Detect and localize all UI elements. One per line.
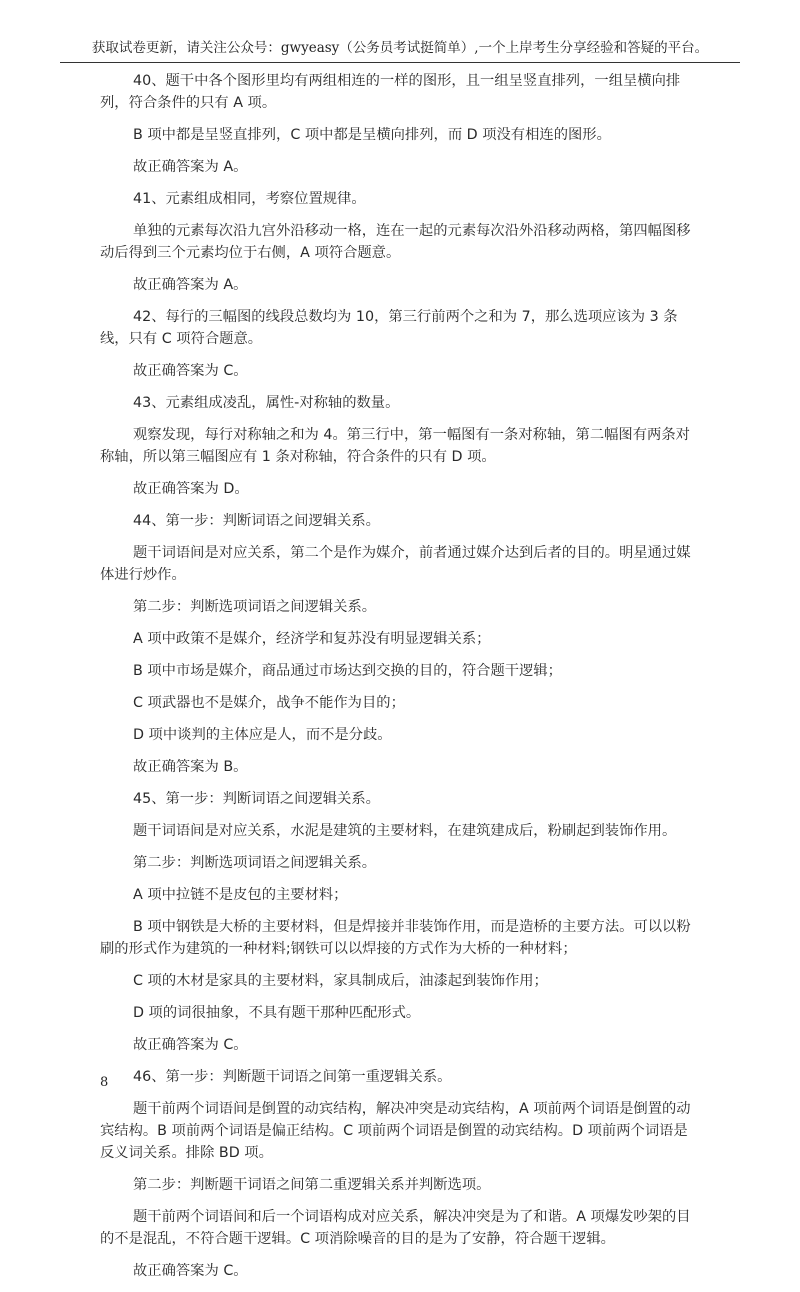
paragraph: 41、元素组成相同，考察位置规律。 bbox=[133, 191, 366, 207]
paragraph: 故正确答案为 C。 bbox=[133, 363, 248, 379]
paragraph: 40、题干中各个图形里均有两组相连的一样的图形，且一组呈竖直排列，一组呈横向排列，符合条件的只有 A 项。 bbox=[100, 73, 681, 111]
paragraph: C 项武器也不是媒介，战争不能作为目的； bbox=[133, 695, 405, 711]
paragraph: 44、第一步：判断词语之间逻辑关系。 bbox=[133, 513, 380, 529]
paragraph: 42、每行的三幅图的线段总数均为 10，第三行前两个之和为 7，那么选项应该为 3 条线，只有 C 项符合题意。 bbox=[100, 309, 678, 347]
paragraph: 故正确答案为 A。 bbox=[133, 159, 248, 175]
paragraph: B 项中都是呈竖直排列，C 项中都是呈横向排列，而 D 项没有相连的图形。 bbox=[133, 127, 611, 143]
paragraph: 题干词语间是对应关系，水泥是建筑的主要材料，在建筑建成后，粉刷起到装饰作用。 bbox=[133, 823, 677, 839]
paragraph: 故正确答案为 A。 bbox=[133, 277, 248, 293]
paragraph: 故正确答案为 C。 bbox=[133, 1263, 248, 1279]
paragraph: D 项中谈判的主体应是人，而不是分歧。 bbox=[133, 727, 392, 743]
paragraph: B 项中市场是媒介，商品通过市场达到交换的目的，符合题干逻辑； bbox=[133, 663, 562, 679]
paragraph: 故正确答案为 D。 bbox=[133, 481, 249, 497]
paragraph: 故正确答案为 C。 bbox=[133, 1037, 248, 1053]
document-body bbox=[100, 70, 696, 1292]
paragraph: 46、第一步：判断题干词语之间第一重逻辑关系。 bbox=[133, 1069, 452, 1085]
paragraph: B 项中钢铁是大桥的主要材料，但是焊接并非装饰作用，而是造桥的主要方法。可以以粉刷的形式作为建筑的一种材料;钢铁可以以焊接的方式作为大桥的一种材料； bbox=[100, 919, 691, 957]
page-number: 8 bbox=[100, 1075, 109, 1090]
paragraph: 题干前两个词语间是倒置的动宾结构，解决冲突是动宾结构，A 项前两个词语是倒置的动宾结构。B 项前两个词语是偏正结构。C 项前两个词语是倒置的动宾结构。D 项前两个词语是反义词关系。排除 BD 项。 bbox=[100, 1101, 691, 1161]
page-header: 获取试卷更新，请关注公众号：gwyeasy（公务员考试挺简单）,一个上岸考生分享经验和答疑的平台。 bbox=[60, 34, 740, 63]
paragraph: C 项的木材是家具的主要材料，家具制成后，油漆起到装饰作用； bbox=[133, 973, 548, 989]
paragraph: 题干前两个词语间和后一个词语构成对应关系，解决冲突是为了和谐。A 项爆发吵架的目的不是混乱，不符合题干逻辑。C 项消除噪音的目的是为了安静，符合题干逻辑。 bbox=[100, 1209, 691, 1247]
paragraph: A 项中拉链不是皮包的主要材料； bbox=[133, 887, 348, 903]
paragraph: A 项中政策不是媒介，经济学和复苏没有明显逻辑关系； bbox=[133, 631, 491, 647]
paragraph: 故正确答案为 B。 bbox=[133, 759, 248, 775]
paragraph: 题干词语间是对应关系，第二个是作为媒介，前者通过媒介达到后者的目的。明星通过媒体进行炒作。 bbox=[100, 545, 691, 583]
paragraph: 第二步：判断选项词语之间逻辑关系。 bbox=[133, 599, 377, 615]
paragraph: D 项的词很抽象，不具有题干那种匹配形式。 bbox=[133, 1005, 421, 1021]
paragraph: 观察发现，每行对称轴之和为 4。第三行中，第一幅图有一条对称轴，第二幅图有两条对称轴，所以第三幅图应有 1 条对称轴，符合条件的只有 D 项。 bbox=[100, 427, 690, 465]
paragraph: 43、元素组成凌乱，属性-对称轴的数量。 bbox=[133, 395, 400, 411]
paragraph: 单独的元素每次沿九宫外沿移动一格，连在一起的元素每次沿外沿移动两格，第四幅图移动后得到三个元素均位于右侧，A 项符合题意。 bbox=[100, 223, 691, 261]
paragraph: 第二步：判断题干词语之间第二重逻辑关系并判断选项。 bbox=[133, 1177, 491, 1193]
paragraph: 第二步：判断选项词语之间逻辑关系。 bbox=[133, 855, 377, 871]
paragraph: 45、第一步：判断词语之间逻辑关系。 bbox=[133, 791, 380, 807]
